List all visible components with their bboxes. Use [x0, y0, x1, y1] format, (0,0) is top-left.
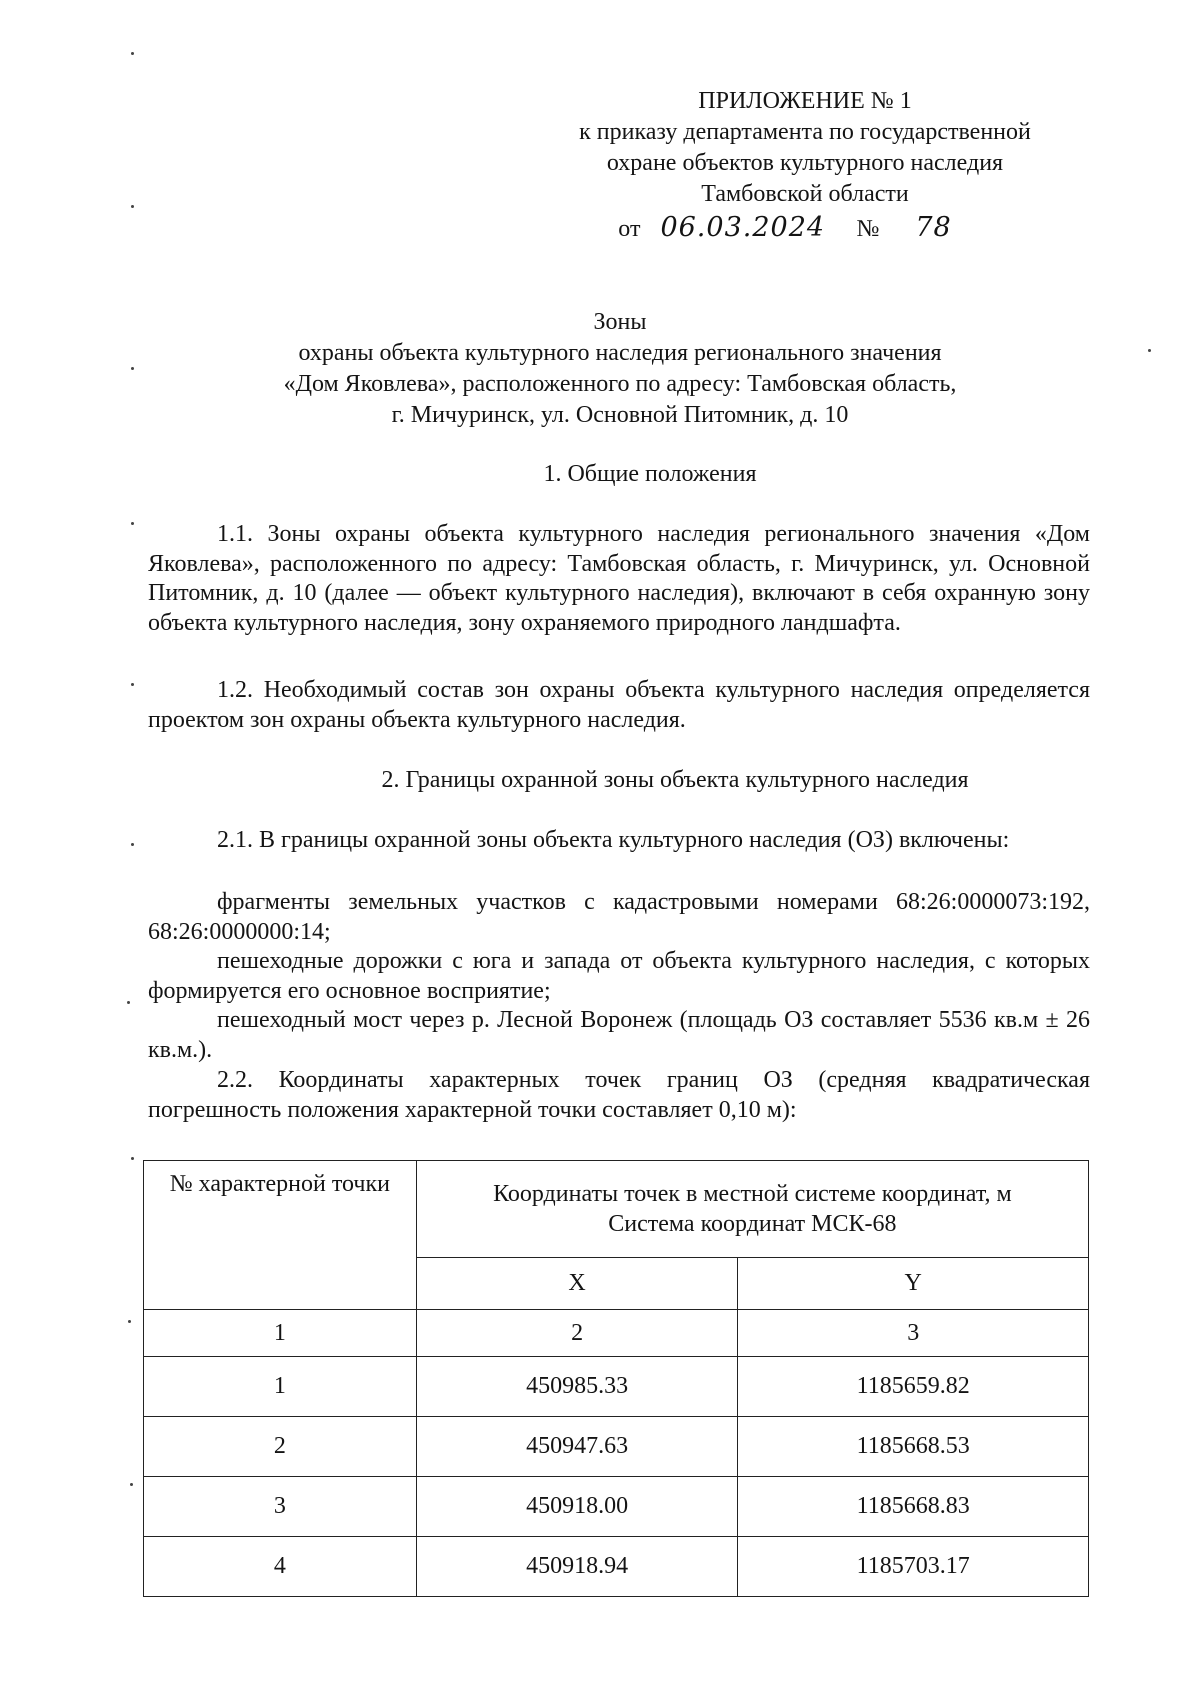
- table-cell: 2: [144, 1417, 417, 1477]
- table-row: [144, 1417, 1089, 1477]
- scan-speck: [131, 52, 134, 55]
- table-row: [144, 1357, 1089, 1417]
- handwritten-number: 78: [915, 212, 952, 243]
- paragraph-2-1: 2.1. В границы охранной зоны объекта культурного наследия (ОЗ) включены:: [217, 827, 1010, 853]
- table-row: [144, 1537, 1089, 1597]
- table-cell: 1: [144, 1357, 417, 1417]
- paragraph-2-2: 2.2. Координаты характерных точек границ ОЗ (средняя квадратическая погрешность положения характерной точки составляет 0,10 м):: [148, 1067, 1090, 1123]
- scan-speck: [1148, 349, 1151, 352]
- scan-speck: [131, 205, 134, 208]
- paragraph-1-2: 1.2. Необходимый состав зон охраны объекта культурного наследия определяется проектом зон охраны объекта культурного наследия.: [148, 677, 1090, 733]
- paragraph-1-1: 1.1. Зоны охраны объекта культурного наследия регионального значения «Дом Яковлева», расположенного по адресу: Тамбовская область, г. Мичуринск, ул. Основной Питомник, д. 10 (далее — объект культурного наследия), включают в себя охранную зону объекта культурного наследия, зону охраняемого природного ландшафта.: [148, 521, 1090, 636]
- list-item: пешеходный мост через р. Лесной Воронеж (площадь ОЗ составляет 5536 кв.м ± 26 кв.м.).: [148, 1007, 1090, 1063]
- table-cell: 1185668.53: [738, 1417, 1089, 1477]
- appendix-header: [540, 86, 1070, 245]
- appendix-title: ПРИЛОЖЕНИЕ № 1: [698, 88, 912, 114]
- table-row: [144, 1477, 1089, 1537]
- title-line: «Дом Яковлева», расположенного по адресу: Тамбовская область,: [283, 371, 957, 397]
- scan-speck: [130, 1483, 133, 1486]
- coordinates-header: [416, 1161, 1088, 1258]
- table-cell: 3: [144, 1477, 417, 1537]
- scan-speck: [131, 367, 134, 370]
- title-line: Зоны: [593, 309, 647, 335]
- scan-speck: [131, 843, 134, 846]
- appendix-order-line: охране объектов культурного наследия: [606, 150, 1004, 176]
- table-numbering-row: [144, 1310, 1089, 1357]
- table-header-row: [144, 1161, 1089, 1258]
- point-number-header-text: № характерной точки: [169, 1171, 390, 1197]
- scan-speck: [131, 1157, 134, 1160]
- scan-speck: [128, 1320, 131, 1323]
- handwritten-date: 06.03.2024: [660, 212, 826, 243]
- appendix-order-line: к приказу департамента по государственной: [579, 119, 1031, 145]
- table-cell: 450918.00: [416, 1477, 738, 1537]
- table-cell: 3: [738, 1310, 1089, 1357]
- y-header: Y: [738, 1257, 1089, 1309]
- scan-speck: [127, 1001, 130, 1004]
- table-cell: 1185703.17: [738, 1537, 1089, 1597]
- title-line: охраны объекта культурного наследия регионального значения: [298, 340, 942, 366]
- coordinates-header-line: Система координат МСК-68: [608, 1210, 897, 1237]
- table-cell: 1185659.82: [738, 1357, 1089, 1417]
- table-cell: 2: [416, 1310, 738, 1357]
- appendix-region: Тамбовской области: [701, 181, 909, 207]
- title-line: г. Мичуринск, ул. Основной Питомник, д. 10: [391, 402, 849, 428]
- document-title: [150, 307, 1090, 431]
- number-label: №: [856, 216, 880, 242]
- appendix-date-line: [540, 212, 1070, 245]
- list-item: пешеходные дорожки с юга и запада от объекта культурного наследия, с которых формируется его основное восприятие;: [148, 948, 1090, 1004]
- date-prefix: от: [618, 216, 641, 242]
- table-cell: 4: [144, 1537, 417, 1597]
- point-number-header: [144, 1161, 417, 1310]
- section-heading: 2. Границы охранной зоны объекта культурного наследия: [381, 767, 969, 793]
- list-item: фрагменты земельных участков с кадастровыми номерами 68:26:0000073:192, 68:26:0000000:14;: [148, 889, 1090, 945]
- coordinates-table: [143, 1160, 1089, 1597]
- table-cell: 450985.33: [416, 1357, 738, 1417]
- scan-speck: [131, 522, 134, 525]
- scan-speck: [131, 683, 134, 686]
- table-cell: 450918.94: [416, 1537, 738, 1597]
- table-cell: 450947.63: [416, 1417, 738, 1477]
- x-header: X: [416, 1257, 738, 1309]
- coordinates-header-line: Координаты точек в местной системе координат, м: [493, 1180, 1012, 1207]
- section-heading: 1. Общие положения: [543, 461, 757, 487]
- table-cell: 1: [144, 1310, 417, 1357]
- table-cell: 1185668.83: [738, 1477, 1089, 1537]
